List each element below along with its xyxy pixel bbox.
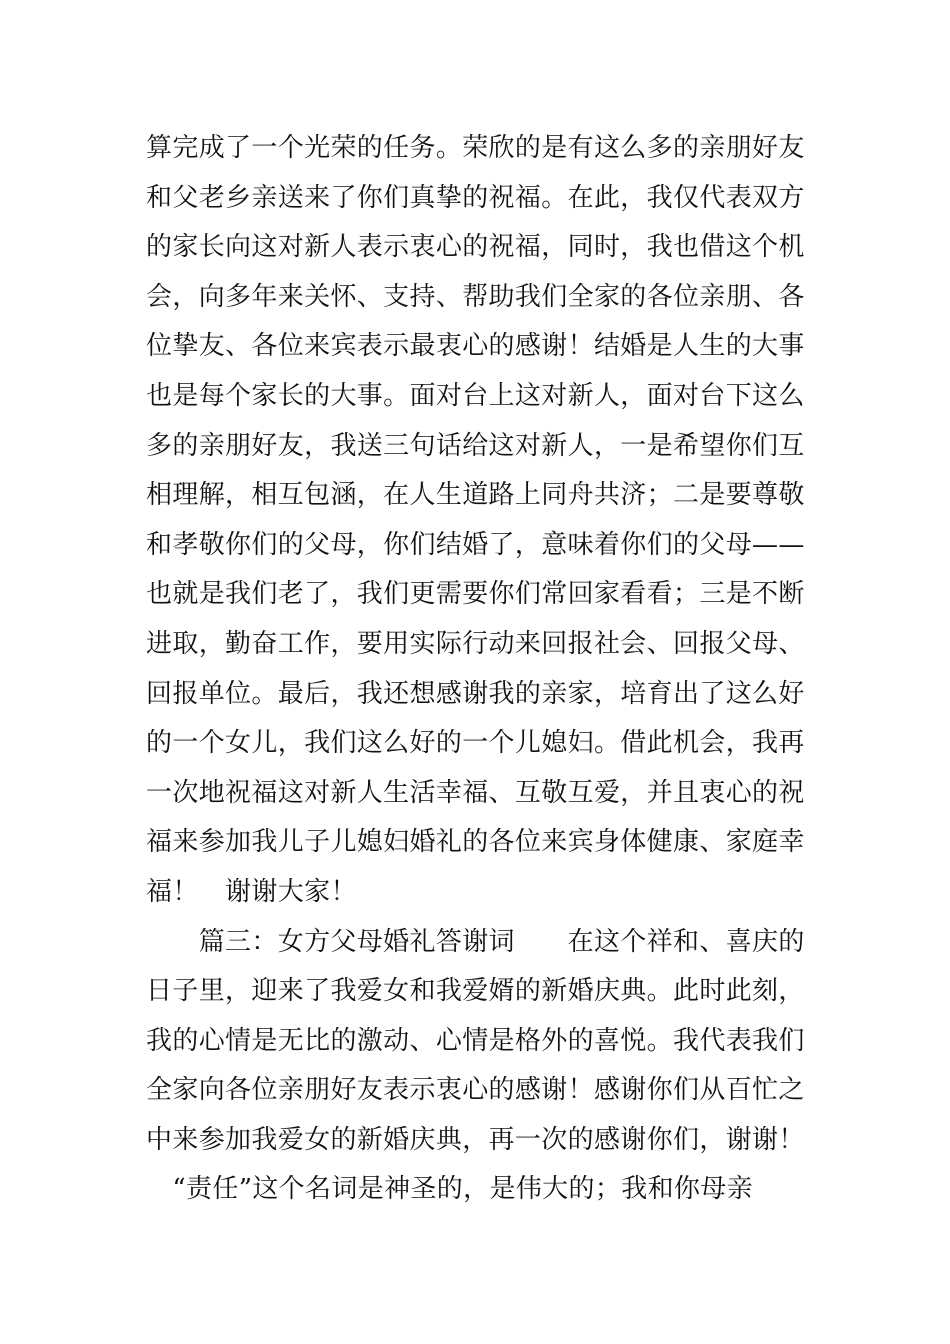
text-line: 我的心情是无比的激动、心情是格外的喜悦。我代表我们 <box>146 1025 805 1056</box>
text-line: 的家长向这对新人表示衷心的祝福，同时，我也借这个机 <box>146 232 805 263</box>
text-line: 的一个女儿，我们这么好的一个儿媳妇。借此机会，我再 <box>146 728 805 759</box>
text-line: 会，向多年来关怀、支持、帮助我们全家的各位亲朋、各 <box>146 281 805 312</box>
text-line: 位挚友、各位来宾表示最衷心的感谢！结婚是人生的大事 <box>146 331 805 362</box>
text-line: “责任”这个名词是神圣的，是伟大的；我和你母亲 <box>146 1174 753 1205</box>
body-text <box>146 124 810 1215</box>
text-line: 全家向各位亲朋好友表示衷心的感谢！感谢你们从百忙之 <box>146 1075 805 1106</box>
text-line: 中来参加我爱女的新婚庆典，再一次的感谢你们，谢谢！ <box>146 1124 805 1155</box>
text-line: 和孝敬你们的父母，你们结婚了，意味着你们的父母—— <box>146 529 805 560</box>
text-line: 算完成了一个光荣的任务。荣欣的是有这么多的亲朋好友 <box>146 133 805 163</box>
text-line: 一次地祝福这对新人生活幸福、互敬互爱，并且衷心的祝 <box>146 777 805 808</box>
text-line: 福来参加我儿子儿媳妇婚礼的各位来宾身体健康、家庭幸 <box>146 827 805 858</box>
text-line: 相理解，相互包涵，在人生道路上同舟共济；二是要尊敬 <box>146 480 805 511</box>
section-heading-line: 篇三：女方父母婚礼答谢词 在这个祥和、喜庆的 <box>146 926 805 957</box>
text-line: 也就是我们老了，我们更需要你们常回家看看；三是不断 <box>146 579 805 610</box>
text-line: 和父老乡亲送来了你们真挚的祝福。在此，我仅代表双方 <box>146 182 805 213</box>
text-line: 日子里，迎来了我爱女和我爱婿的新婚庆典。此时此刻， <box>146 976 805 1007</box>
text-line: 福！ 谢谢大家！ <box>146 876 357 907</box>
text-line: 多的亲朋好友，我送三句话给这对新人，一是希望你们互 <box>146 430 805 461</box>
text-line: 回报单位。最后，我还想感谢我的亲家，培育出了这么好 <box>146 678 805 709</box>
text-line: 也是每个家长的大事。面对台上这对新人，面对台下这么 <box>146 380 805 411</box>
text-line: 进取，勤奋工作，要用实际行动来回报社会、回报父母、 <box>146 628 805 659</box>
